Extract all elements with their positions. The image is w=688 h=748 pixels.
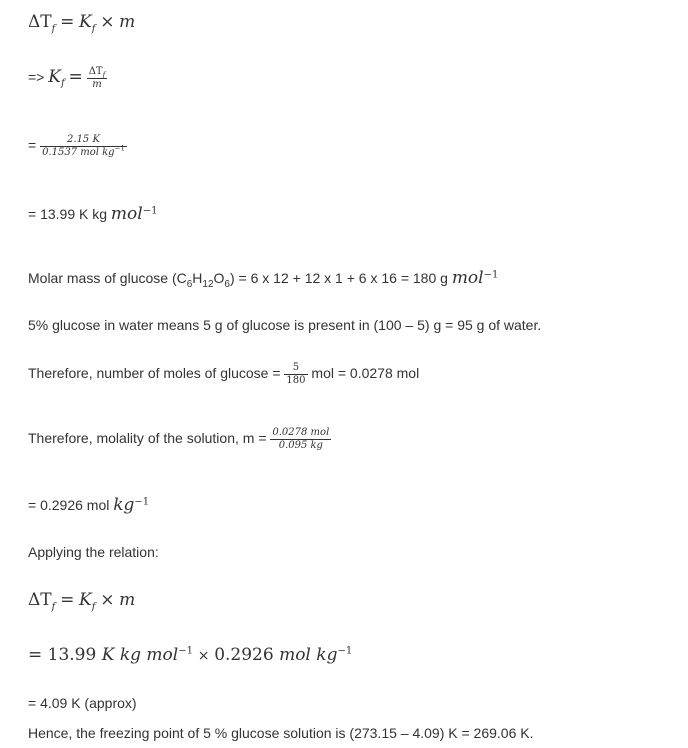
unit: mol kg (279, 645, 338, 665)
freezing-point-equation-2 (28, 590, 136, 613)
kf-result (28, 204, 157, 224)
numerator: 5 (284, 362, 307, 375)
conclusion: Hence, the freezing point of 5 % glucose solution is (273.15 – 4.09) K = 269.06 K. (28, 725, 534, 741)
subscript: 12 (202, 278, 214, 290)
equals: = (68, 67, 83, 88)
applying-relation: Applying the relation: (28, 544, 159, 560)
subscript: 6 (224, 278, 230, 290)
den-text: 0.1537 mol kg (42, 147, 115, 158)
depression-calculation (28, 645, 352, 665)
kf-rearranged (28, 66, 107, 91)
text: Therefore, molality of the solution, m = (28, 430, 271, 447)
sub-f: f (60, 78, 65, 89)
molar-mass-line (28, 268, 498, 288)
freezing-point-equation (28, 12, 136, 35)
k-symbol: K (48, 67, 61, 88)
times: × (100, 590, 115, 610)
denominator: m (92, 79, 102, 90)
sub-f: f (102, 71, 106, 79)
exponent: −1 (142, 205, 158, 217)
text: mol = 0.0278 mol (311, 365, 420, 382)
unit-mol: mol (110, 204, 143, 224)
text: Molar mass of glucose (C (28, 270, 187, 286)
fraction (87, 66, 108, 91)
exponent: −1 (337, 645, 353, 657)
denominator: 0.095 kg (278, 440, 323, 451)
molality-line (28, 427, 331, 452)
fraction (284, 362, 307, 387)
equals: = (60, 12, 75, 32)
text: ) = 6 x 12 + 12 x 1 + 6 x 16 = 180 g (229, 270, 452, 286)
sub-f: f (51, 601, 56, 613)
numerator (87, 66, 108, 79)
denominator (40, 144, 127, 159)
delta-t: ΔT (28, 12, 52, 32)
moles-line (28, 362, 419, 387)
sub-f: f (51, 23, 56, 35)
k-unit: K (101, 645, 115, 665)
delta-t: ΔT (28, 590, 52, 610)
text: = 0.2926 mol (28, 497, 114, 513)
subscript: 6 (186, 278, 193, 290)
implies: => (28, 69, 45, 86)
kf-substituted (28, 134, 127, 159)
exponent: −1 (483, 269, 499, 281)
unit-mol: mol (451, 268, 484, 288)
sub-f: f (91, 23, 96, 35)
exponent: −1 (178, 645, 193, 657)
kf-value: = 13.99 K kg (28, 206, 111, 222)
m-symbol: m (119, 12, 136, 32)
exponent: −1 (114, 144, 125, 153)
text: H (192, 270, 203, 286)
molality-value (28, 495, 149, 515)
approx-result: = 4.09 K (approx) (28, 695, 137, 711)
times: × (100, 12, 115, 32)
denominator: 180 (286, 375, 306, 386)
k-symbol: K (79, 12, 92, 32)
equals: = (28, 137, 37, 154)
molality-number: 0.2926 (214, 645, 280, 665)
fraction (40, 134, 127, 159)
glucose-composition: 5% glucose in water means 5 g of glucose is present in (100 – 5) g = 95 g of water. (28, 317, 542, 333)
text: O (213, 270, 225, 286)
times: × (197, 648, 210, 664)
delta-t: ΔT (88, 66, 103, 77)
numerator: 2.15 K (40, 134, 127, 147)
text: = 13.99 (28, 645, 102, 665)
fraction (270, 427, 331, 452)
m-symbol: m (119, 590, 136, 610)
unit-kg: kg (113, 495, 135, 515)
equals: = (60, 590, 75, 610)
numerator: 0.0278 mol (272, 427, 330, 438)
exponent: −1 (134, 496, 150, 508)
k-symbol: K (79, 590, 92, 610)
unit: kg mol (114, 645, 179, 665)
text: Therefore, number of moles of glucose = (28, 365, 285, 382)
sub-f: f (91, 601, 96, 613)
